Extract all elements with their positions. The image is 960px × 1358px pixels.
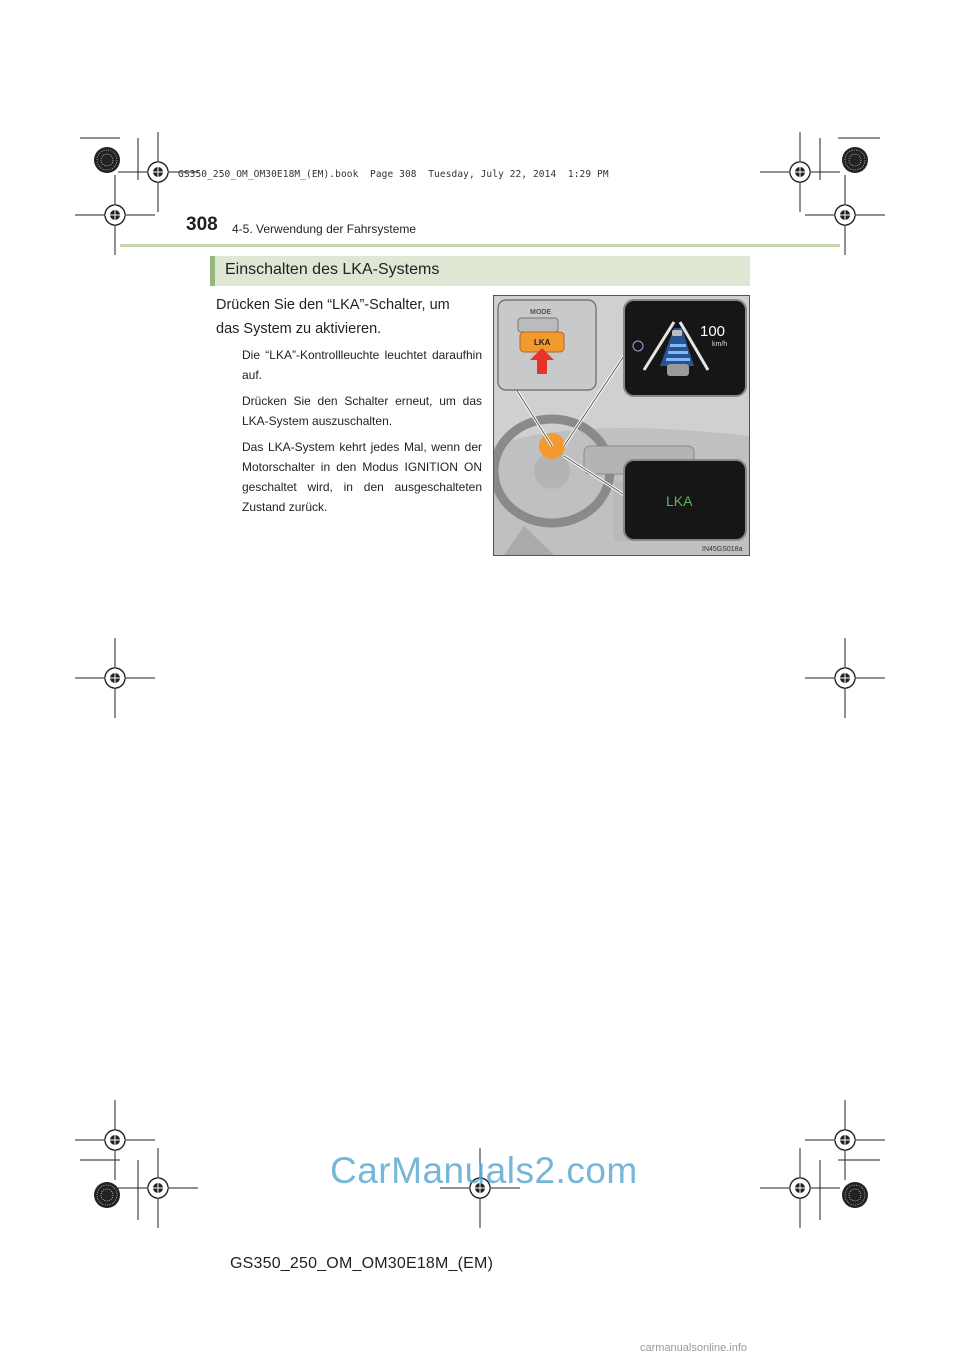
- section-heading: [210, 256, 750, 286]
- corner-star-mark: [94, 1182, 120, 1208]
- page-number: 308: [186, 214, 218, 235]
- note-paragraph: Das LKA-System kehrt jedes Mal, wenn der Motorschalter in den Modus IGNITION ON geschaltet wird, in den ausgeschalteten Zustand zurück.: [242, 440, 482, 514]
- crosshair-mark: [805, 175, 885, 255]
- crosshair-mark: [805, 638, 885, 718]
- print-slug: GS350_250_OM_OM30E18M_(EM).book Page 308 Tuesday, July 22, 2014 1:29 PM: [178, 169, 609, 180]
- section-title: 4-5. Verwendung der Fahrsysteme: [232, 222, 417, 236]
- corner-star-mark: [94, 147, 120, 173]
- speed-unit: km/h: [712, 341, 728, 348]
- note-paragraph: Drücken Sie den Schalter erneut, um das LKA-System auszuschalten.: [242, 394, 482, 428]
- corner-star-mark: [842, 1182, 868, 1208]
- lka-button-label: LKA: [534, 338, 551, 347]
- header-rule: [120, 244, 840, 247]
- lka-indicator: LKA: [666, 493, 693, 509]
- crosshair-mark: [75, 638, 155, 718]
- dashboard-illustration: [494, 296, 749, 555]
- bottom-link[interactable]: carmanualsonline.info: [640, 1342, 748, 1354]
- corner-star-mark: [842, 147, 868, 173]
- speed-value: 100: [700, 323, 726, 340]
- crosshair-mark: [75, 1100, 155, 1180]
- footer-code: GS350_250_OM_OM30E18M_(EM): [230, 1255, 494, 1272]
- mode-label: MODE: [530, 309, 551, 316]
- crosshair-mark: [118, 1148, 198, 1228]
- crosshair-mark: [75, 175, 155, 255]
- crosshair-mark: [760, 1148, 840, 1228]
- note-paragraph: Die “LKA”-Kontrollleuchte leuchtet daraufhin auf.: [242, 348, 482, 382]
- figure-code: IN45GS018a: [702, 546, 743, 553]
- lka-figure: [493, 295, 750, 556]
- instruction-line: Drücken Sie den “LKA”-Schalter, um: [216, 297, 450, 313]
- crosshair-mark: [760, 132, 840, 212]
- instruction-block: [216, 293, 482, 514]
- watermark: CarManuals2.com: [330, 1150, 638, 1191]
- heading-text: Einschalten des LKA-Systems: [225, 261, 440, 278]
- crosshair-mark: [805, 1100, 885, 1180]
- instruction-line: das System zu aktivieren.: [216, 321, 382, 337]
